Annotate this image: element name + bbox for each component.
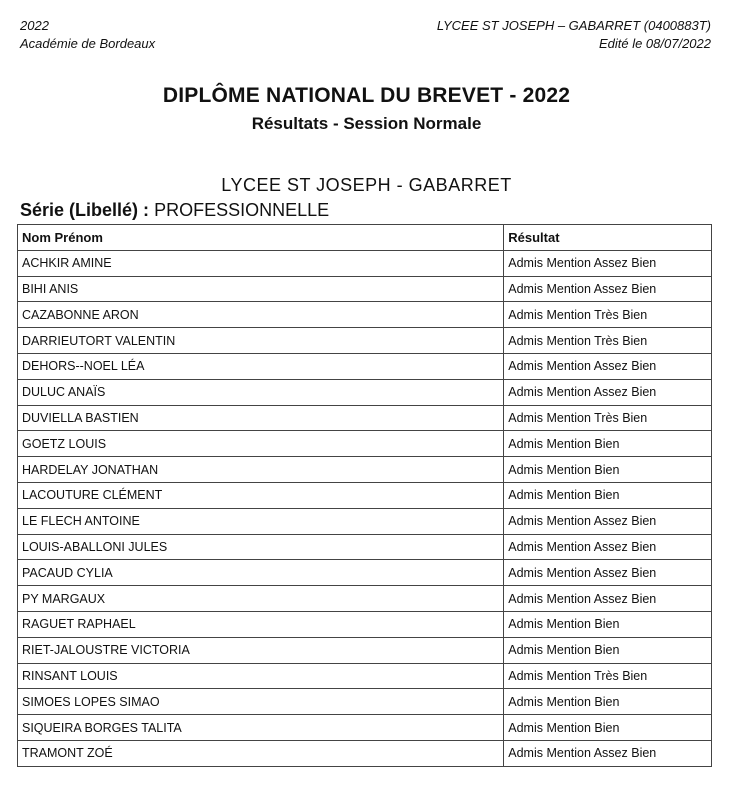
table-row [18,611,712,637]
student-name-cell: CAZABONNE ARON [18,302,504,328]
result-cell: Admis Mention Assez Bien [504,508,712,534]
result-cell: Admis Mention Assez Bien [504,560,712,586]
result-cell: Admis Mention Très Bien [504,663,712,689]
result-cell: Admis Mention Bien [504,457,712,483]
table-row [18,637,712,663]
student-name-cell: TRAMONT ZOÉ [18,740,504,766]
table-row [18,250,712,276]
serie-line [20,200,329,221]
table-row [18,534,712,560]
result-cell: Admis Mention Bien [504,715,712,741]
table-row [18,328,712,354]
student-name-cell: ACHKIR AMINE [18,250,504,276]
header-edit-date: Edité le 08/07/2022 [598,36,711,51]
table-row [18,405,712,431]
column-header-result: Résultat [504,225,712,251]
header-left [20,17,155,53]
student-name-cell: HARDELAY JONATHAN [18,457,504,483]
result-cell: Admis Mention Très Bien [504,302,712,328]
school-name: LYCEE ST JOSEPH - GABARRET [221,175,512,195]
result-cell: Admis Mention Assez Bien [504,353,712,379]
student-name-cell: SIQUEIRA BORGES TALITA [18,715,504,741]
header-year: 2022 [20,18,49,33]
result-cell: Admis Mention Très Bien [504,405,712,431]
result-cell: Admis Mention Bien [504,431,712,457]
header-right [437,17,711,53]
student-name-cell: RAGUET RAPHAEL [18,611,504,637]
student-name-cell: DEHORS--NOEL LÉA [18,353,504,379]
student-name-cell: GOETZ LOUIS [18,431,504,457]
header-school-code: LYCEE ST JOSEPH – GABARRET (0400883T) [436,18,711,33]
table-row [18,457,712,483]
column-header-name: Nom Prénom [18,225,504,251]
student-name-cell: PACAUD CYLIA [18,560,504,586]
result-cell: Admis Mention Assez Bien [504,250,712,276]
student-name-cell: DARRIEUTORT VALENTIN [18,328,504,354]
result-cell: Admis Mention Très Bien [504,328,712,354]
student-name-cell: BIHI ANIS [18,276,504,302]
document-title: DIPLÔME NATIONAL DU BREVET - 2022 [162,84,571,107]
student-name-cell: RIET-JALOUSTRE VICTORIA [18,637,504,663]
student-name-cell: RINSANT LOUIS [18,663,504,689]
table-row [18,740,712,766]
result-cell: Admis Mention Bien [504,689,712,715]
serie-label: Série (Libellé) : [20,200,150,220]
result-cell: Admis Mention Bien [504,482,712,508]
student-name-cell: DULUC ANAÏS [18,379,504,405]
table-row [18,663,712,689]
student-name-cell: LE FLECH ANTOINE [18,508,504,534]
table-row [18,715,712,741]
student-name-cell: LACOUTURE CLÉMENT [18,482,504,508]
result-cell: Admis Mention Assez Bien [504,379,712,405]
student-name-cell: LOUIS-ABALLONI JULES [18,534,504,560]
result-cell: Admis Mention Assez Bien [504,740,712,766]
table-row [18,586,712,612]
table-body [18,250,712,766]
table-row [18,689,712,715]
result-cell: Admis Mention Assez Bien [504,534,712,560]
header-academy: Académie de Bordeaux [20,36,156,51]
table-row [18,379,712,405]
results-table [17,224,712,767]
table-row [18,353,712,379]
table-row [18,508,712,534]
table-row [18,482,712,508]
table-row [18,560,712,586]
table-row [18,276,712,302]
serie-value: PROFESSIONNELLE [154,200,330,220]
result-cell: Admis Mention Bien [504,611,712,637]
result-cell: Admis Mention Assez Bien [504,276,712,302]
result-cell: Admis Mention Bien [504,637,712,663]
result-cell: Admis Mention Assez Bien [504,586,712,612]
student-name-cell: DUVIELLA BASTIEN [18,405,504,431]
table-row [18,431,712,457]
document-subtitle: Résultats - Session Normale [251,114,482,133]
table-header-row [18,225,712,251]
table-row [18,302,712,328]
student-name-cell: SIMOES LOPES SIMAO [18,689,504,715]
student-name-cell: PY MARGAUX [18,586,504,612]
